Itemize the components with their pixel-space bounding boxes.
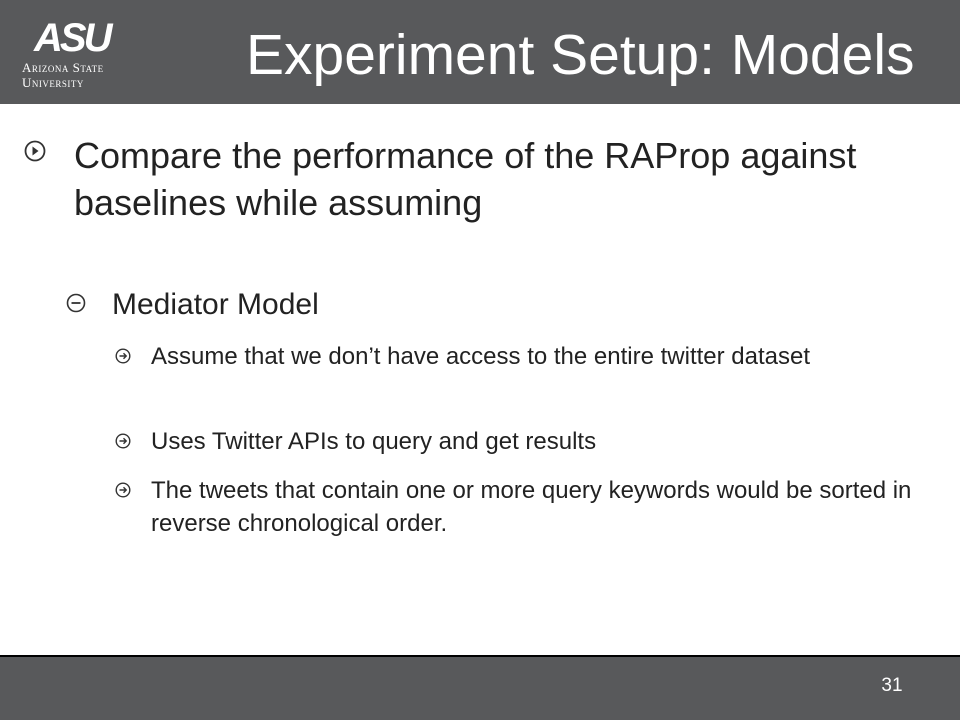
asu-logo — [18, 18, 138, 96]
circle-arrow-icon — [115, 482, 131, 498]
asu-logo-mark: ASU — [34, 16, 110, 60]
bullet-level-3-item: Assume that we don’t have access to the entire twitter dataset — [151, 343, 811, 370]
bullet-level-3-item: The tweets that contain one or more query keywords would be sorted in reverse chronological order. — [151, 477, 912, 537]
asu-logo-line-1: Arizona State — [22, 60, 104, 75]
circle-minus-icon — [66, 293, 86, 313]
slide-header — [0, 0, 960, 104]
bullet-level-2: Mediator Model — [112, 288, 319, 321]
slide-title: Experiment Setup: Models — [246, 23, 915, 87]
circle-arrow-icon — [115, 348, 131, 364]
slide-footer — [0, 657, 960, 720]
bullet-level-3-item: Uses Twitter APIs to query and get results — [151, 428, 597, 455]
slide-content — [0, 104, 960, 656]
circle-play-icon — [24, 140, 46, 162]
page-number: 31 — [881, 675, 903, 696]
bullet-level-1: Compare the performance of the RAProp against baselines while assuming — [74, 135, 857, 223]
asu-logo-line-2: University — [22, 75, 84, 90]
circle-arrow-icon — [115, 433, 131, 449]
